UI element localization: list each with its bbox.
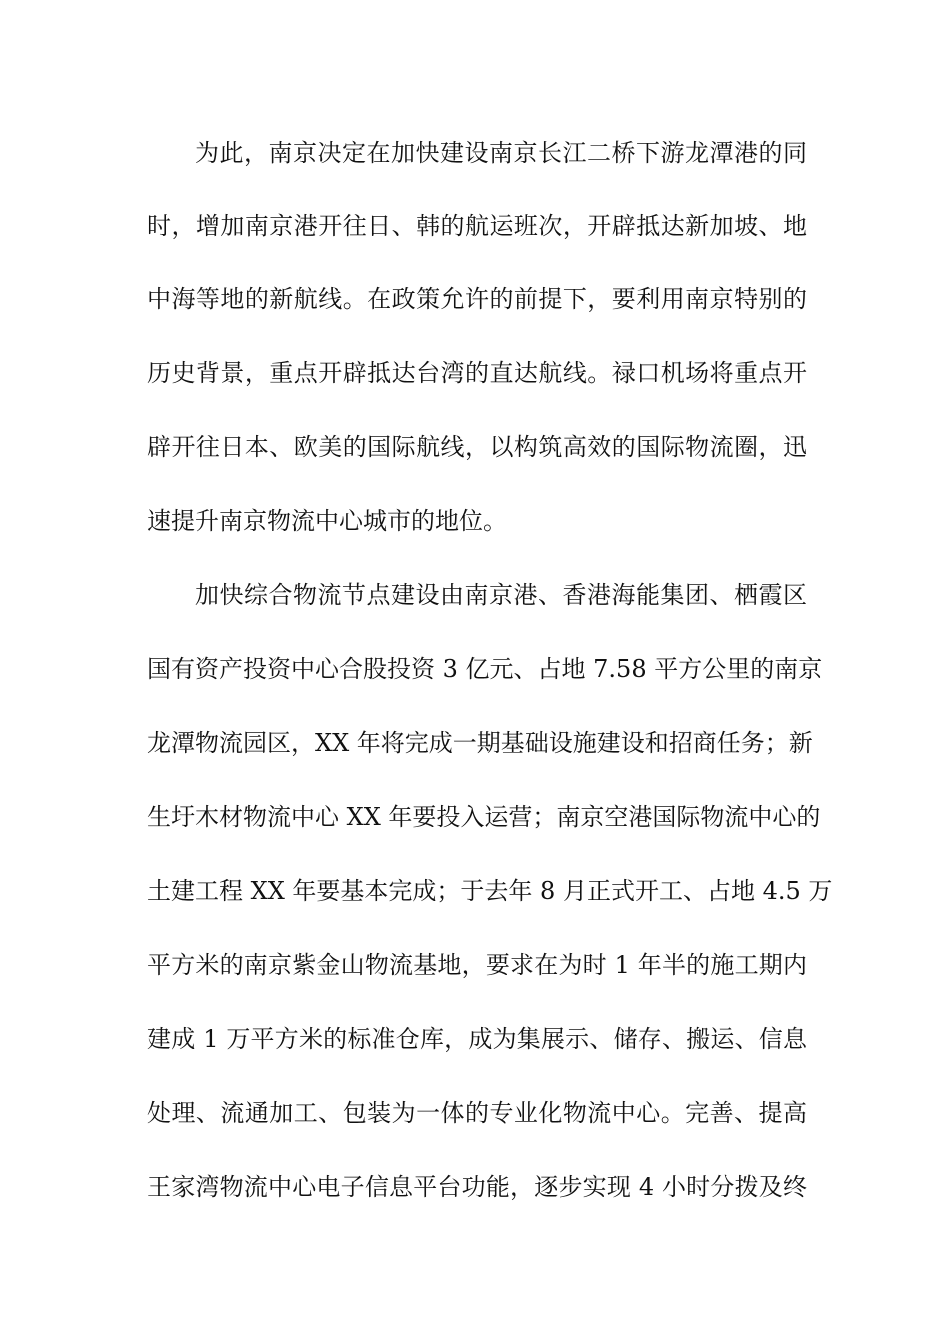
paragraph-2-line-4: 生圩木材物流中心 XX 年要投入运营；南京空港国际物流中心的	[147, 803, 821, 831]
paragraph-1-line-5: 辟开往日本、欧美的国际航线，以构筑高效的国际物流圈，迅	[147, 433, 807, 461]
paragraph-2-line-7: 建成 1 万平方米的标准仓库，成为集展示、储存、搬运、信息	[147, 1025, 807, 1053]
paragraph-1-line-3: 中海等地的新航线。在政策允许的前提下，要利用南京特别的	[147, 285, 807, 313]
paragraph-1-line-4: 历史背景，重点开辟抵达台湾的直达航线。禄口机场将重点开	[147, 359, 807, 387]
paragraph-2-line-2: 国有资产投资中心合股投资 3 亿元、占地 7.58 平方公里的南京	[147, 655, 823, 683]
paragraph-2-line-9: 王家湾物流中心电子信息平台功能，逐步实现 4 小时分拨及终	[147, 1173, 807, 1201]
paragraph-1-line-2: 时，增加南京港开往日、韩的航运班次，开辟抵达新加坡、地	[147, 212, 807, 240]
paragraph-2-line-6: 平方米的南京紫金山物流基地，要求在为时 1 年半的施工期内	[147, 951, 807, 979]
paragraph-2-line-8: 处理、流通加工、包装为一体的专业化物流中心。完善、提高	[147, 1099, 807, 1127]
paragraph-1-line-6: 速提升南京物流中心城市的地位。	[147, 507, 507, 535]
paragraph-1-line-1: 为此，南京决定在加快建设南京长江二桥下游龙潭港的同	[195, 139, 807, 167]
paragraph-2-line-5: 土建工程 XX 年要基本完成；于去年 8 月正式开工、占地 4.5 万	[147, 877, 833, 905]
paragraph-2-line-1: 加快综合物流节点建设由南京港、香港海能集团、栖霞区	[195, 581, 807, 609]
paragraph-2-line-3: 龙潭物流园区，XX 年将完成一期基础设施建设和招商任务；新	[147, 729, 813, 757]
